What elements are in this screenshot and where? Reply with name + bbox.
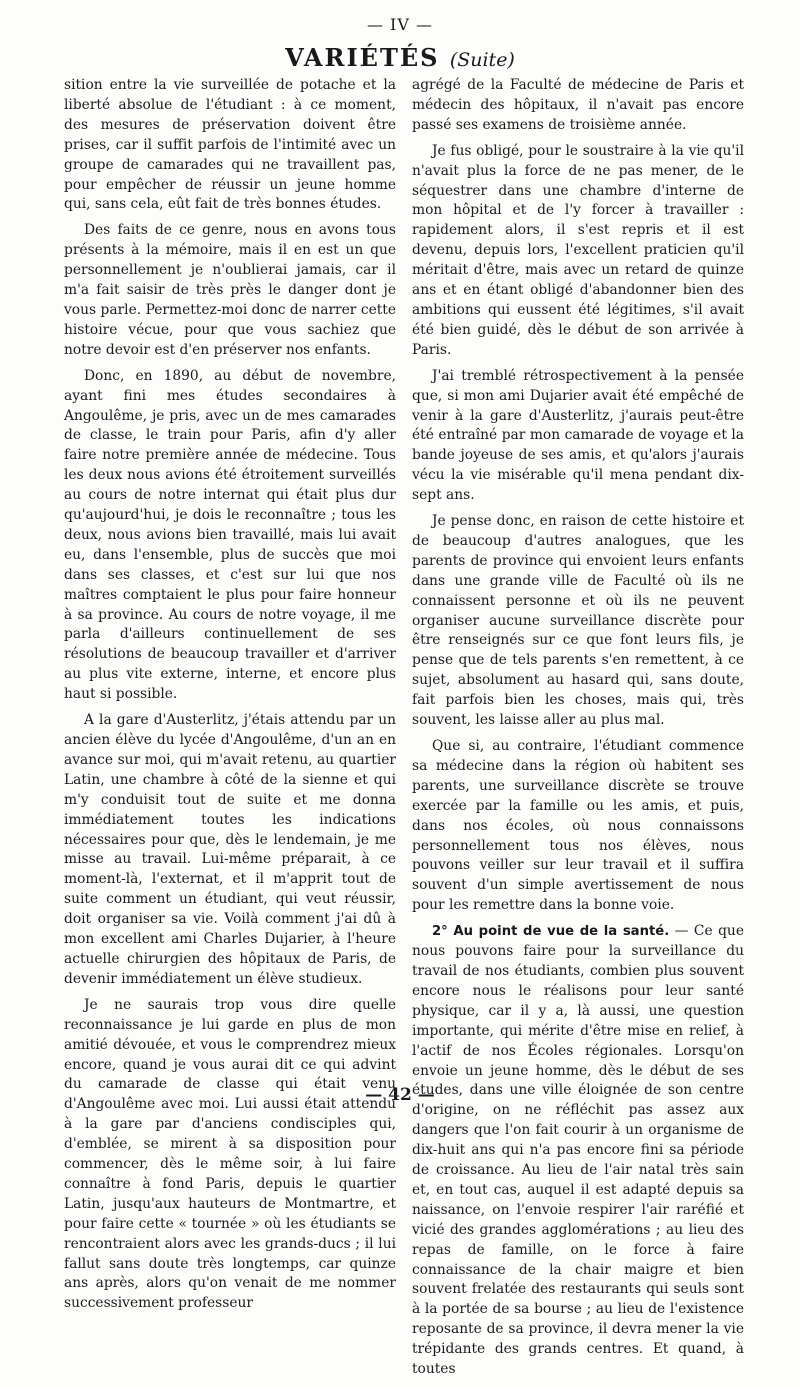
- page-header-roman-number: — IV —: [366, 15, 434, 34]
- paragraph: Je fus obligé, pour le soustraire à la vie qu'il n'avait plus la force de ne pas mener, de le séquestrer dans une chambre d'interne de mon hôpital et de l'y forcer à travailler : rapidement alors, il s'est repris et il est devenu, depuis lors, l'excellent praticien qu'il méritait d'être, mais avec un retard de quinze ans et en étant obligé d'abandonner bien des ambitions qui eussent été légitimes, s'il avait été bien guidé, dès le début de son arrivée à Paris.: [412, 142, 744, 358]
- section-title-main: VARIÉTÉS: [285, 43, 440, 72]
- subsection-heading: 2° Au point de vue de la santé.: [432, 924, 670, 940]
- right-column: [412, 76, 744, 1386]
- paragraph-health: [412, 922, 744, 1380]
- subsection-text: — Ce que nous pouvons faire pour la surveillance du travail de nos étudiants, combien plus souvent encore nous le réalisons pour leur santé physique, car il y a, là aussi, une question importante, qui mérite d'être mise en relief, à l'actif de nos Écoles régionales. Lorsqu'on envoie un jeune homme, dès le début de ses études, dans une ville éloignée de son centre d'origine, on ne réfléchit pas assez aux dangers que l'on fait courir à un organisme de dix-huit ans qui n'a pas encore fini sa période de croissance. Au lieu de l'air natal très sain et, en tout cas, auquel il est adapté depuis sa naissance, on l'envoie respirer l'air raréfié et vicié des grandes agglomérations ; au lieu des repas de famille, on le force à faire connaissance de la chair maigre et bien souvent frelatée des restaurants qui seuls sont à la portée de sa bourse ; au lieu de l'existence reposante de sa province, il devra mener la vie trépidante des grands centres. Et quand, à toutes: [412, 923, 744, 1378]
- paragraph: J'ai tremblé rétrospectivement à la pensée que, si mon ami Dujarier avait été empêché de venir à la gare d'Austerlitz, j'aurais peut-être été entraîné par mon camarade de voyage et la bande joyeuse de ses amis, et qu'alors j'aurais vécu la vie misérable qu'il mena pendant dix-sept ans.: [412, 367, 744, 504]
- paragraph: Donc, en 1890, au début de novembre, ayant fini mes études secondaires à Angoulême, je pris, avec un de mes camarades de classe, le train pour Paris, afin d'y aller faire notre première année de médecine. Tous les deux nous avions été étroitement surveillés au cours de notre internat qui était plus dur qu'aujourd'hui, je dois le reconnaître ; tous les deux, nous avions bien travaillé, mais lui avait eu, dans l'ensemble, plus de succès que moi dans ses classes, et c'est sur lui que nos maîtres comptaient le plus pour faire honneur à sa province. Au cours de notre voyage, il me parla d'ailleurs continuellement de ses résolutions de beaucoup travailler et d'arriver au plus vite externe, interne, et encore plus haut si possible.: [64, 367, 396, 703]
- paragraph: agrégé de la Faculté de médecine de Paris et médecin des hôpitaux, il n'avait pas encore passé ses examens de troisième année.: [412, 77, 744, 133]
- paragraph: sition entre la vie surveillée de potache et la liberté absolue de l'étudiant : à ce moment, des mesures de préservation doivent être prises, car il suffit parfois de l'intimité avec un groupe de camarades qui ne travaillent pas, pour empêcher de réussir un jeune homme qui, sans cela, eût fait de très bonnes études.: [64, 77, 396, 213]
- page-number: — 42 —: [365, 1085, 435, 1105]
- paragraph: Je ne saurais trop vous dire quelle reconnaissance je lui garde en plus de mon amitié dévouée, et vous le comprendrez mieux encore, quand je vous aurai dit ce qui advint du camarade de classe qui était venu d'Angoulême avec moi. Lui aussi était attendu à la gare par d'anciens condisciples qui, d'emblée, se mirent à sa disposition pour commencer, dès le même soir, à lui faire connaître à fond Paris, depuis le quartier Latin, jusqu'aux hauteurs de Montmartre, et pour faire cette « tournée » où les étudiants se rencontraient alors avec les grands-ducs ; il lui fallut sans doute très longtemps, car quinze ans après, alors qu'on venait de me nommer successivement professeur: [64, 996, 396, 1312]
- paragraph: Que si, au contraire, l'étudiant commence sa médecine dans la région où habitent ses parents, une surveillance discrète se trouve exercée par la famille ou les amis, et puis, dans nos écoles, où nous connaissons personnellement tous nos élèves, nous pouvons veiller sur leur travail et il suffira souvent d'un simple avertissement de nous pour les remettre dans la bonne voie.: [412, 738, 744, 914]
- left-column: [64, 76, 396, 1320]
- paragraph: Je pense donc, en raison de cette histoire et de beaucoup d'autres analogues, que les parents de province qui envoient leurs enfants dans une grande ville de Faculté où ils ne connaissent personne et où ils ne peuvent organiser aucune surveillance discrète pour être renseignés sur ce que font leurs fils, je pense que de tels parents s'en remettent, à ce sujet, absolument au hasard qui, sans doute, fait parfois bien les choses, mais qui, très souvent, les laisse aller au plus mal.: [412, 513, 744, 729]
- paragraph: Des faits de ce genre, nous en avons tous présents à la mémoire, mais il en est un que personnellement je n'oublierai jamais, car il m'a fait saisir de très près le danger dont je vous parle. Permettez-moi donc de narrer cette histoire vécue, pour que vous sachiez que notre devoir est d'en préserver nos enfants.: [64, 222, 396, 358]
- section-title-suffix: (Suite): [449, 49, 515, 71]
- paragraph: A la gare d'Austerlitz, j'étais attendu par un ancien élève du lycée d'Angoulême, d'un an en avance sur moi, qui m'avait retenu, au quartier Latin, une chambre à côté de la sienne et qui m'y conduisit tout de suite et me donna immédiatement toutes les indications nécessaires pour que, dès le lendemain, je me misse au travail. Lui-même préparait, à ce moment-là, l'externat, et il m'apprit tout de suite comment un étudiant, qui veut réussir, doit organiser sa vie. Voilà comment j'ai dû à mon excellent ami Charles Dujarier, à l'heure actuelle chirurgien des hôpitaux de Paris, de devenir immédiatement un élève studieux.: [64, 712, 396, 987]
- section-title: [0, 43, 800, 72]
